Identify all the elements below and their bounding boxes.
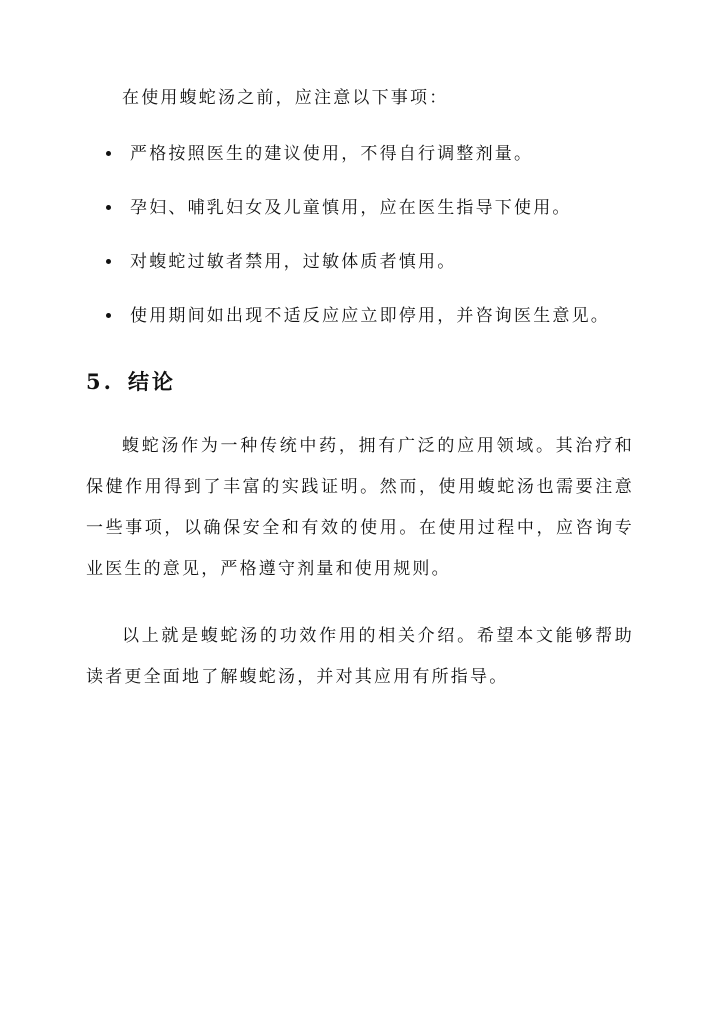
closing-paragraph: 以上就是蝮蛇汤的功效作用的相关介绍。希望本文能够帮助读者更全面地了解蝮蛇汤，并对其应用有所指导。 (86, 626, 634, 687)
precautions-list (106, 136, 666, 352)
list-item (106, 298, 666, 352)
bullet-icon (106, 205, 111, 210)
list-item (106, 136, 666, 190)
section-heading (86, 362, 176, 402)
intro-text: 在使用蝮蛇汤之前，应注意以下事项： (122, 88, 449, 108)
list-item-text: 孕妇、哺乳妇女及儿童慎用，应在医生指导下使用。 (130, 198, 572, 218)
list-item (106, 244, 666, 298)
list-item-text: 对蝮蛇过敏者禁用，过敏体质者慎用。 (130, 252, 457, 272)
bullet-icon (106, 151, 111, 156)
list-item (106, 190, 666, 244)
conclusion-paragraph: 蝮蛇汤作为一种传统中药，拥有广泛的应用领域。其治疗和保健作用得到了丰富的实践证明。然而，使用蝮蛇汤也需要注意一些事项，以确保安全和有效的使用。在使用过程中，应咨询专业医生的意见，严格遵守剂量和使用规则。 (86, 436, 634, 579)
bullet-icon (106, 313, 111, 318)
bullet-icon (106, 259, 111, 264)
section-title: 结论 (127, 369, 176, 394)
section-number: 5. (86, 369, 114, 394)
list-item-text: 严格按照医生的建议使用，不得自行调整剂量。 (130, 144, 534, 164)
list-item-text: 使用期间如出现不适反应应立即停用，并咨询医生意见。 (130, 306, 610, 326)
